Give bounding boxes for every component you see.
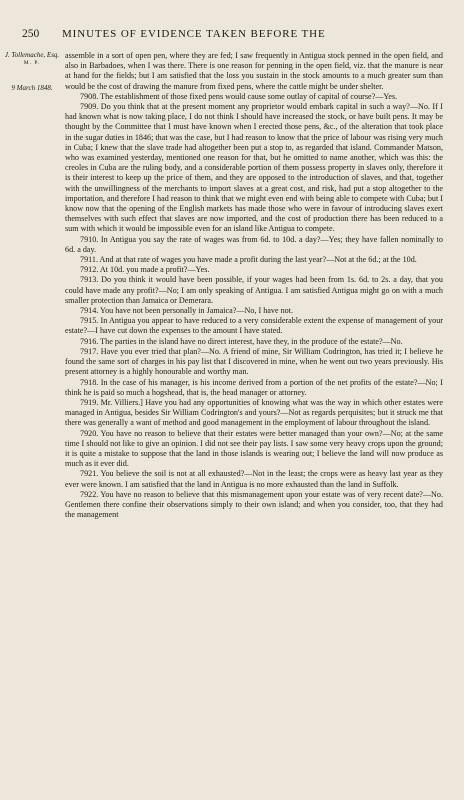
margin-note	[3, 51, 61, 92]
page-number: 250	[22, 28, 40, 40]
evidence-paragraph: 7918. In the case of his manager, is his income derived from a portion of the net profits of the estate?—No; I think he is paid so much a hogshead, that is, the head manager or attorney.	[65, 377, 443, 397]
evidence-paragraph: 7908. The establishment of those fixed pens would cause some outlay of capital of course?—Yes.	[80, 91, 398, 101]
evidence-paragraph: 7912. At 10d. you made a profit?—Yes.	[80, 265, 210, 275]
running-title: MINUTES OF EVIDENCE TAKEN BEFORE THE	[62, 28, 326, 40]
evidence-paragraph: 7920. You have no reason to believe that their estates were better managed than your own?—No; at the same time I should not like to give an opinion. I did not see their pay lists. I saw some very heavy crops upon the ground; it is quite a mistake to suppose that the land in those islands is wearing out; I believe the land will now produce as much as it ever did.	[65, 428, 443, 469]
evidence-paragraph: 7916. The parties in the island have no direct interest, have they, in the produce of the estate?—No.	[80, 336, 403, 346]
witness-suffix: M. P.	[23, 60, 41, 66]
evidence-paragraph: 7910. In Antigua you say the rate of wages was from 6d. to 10d. a day?—Yes; they have fallen nominally to 6d. a day.	[65, 234, 443, 254]
evidence-paragraph: 7915. In Antigua you appear to have reduced to a very considerable extent the expense of management of your estate?—I have cut down the expenses to the amount I have stated.	[65, 316, 443, 336]
evidence-paragraph: 7909. Do you think that at the present moment any proprietor would embark capital in such a way?—No. If I had known what is now taking place, I do not think I should have increased the stock, or have built pens. It may be thought by the Committee that I must have known when I erected those pens, &c., of the alteration that took place in the sugar duties in 1846; that was the case, but I had reason to know that the price of labour was rising very much in Cuba; I knew that the slave trade had altogether been put a stop to, as regarded that island. Commander Matson, who was examined yesterday, mentioned one reason for that, but he omitted to name another, which was this: the creoles in Cuba are the ruling body, and a considerable portion of them possess property in slaves only, therefore it is their interest to keep up the price of them, and they are opposed to the introduction of slaves, and that, together with the unwillingness of the merchants to import slaves at a great cost, and risk, had put a stop altogether to the importation, and therefore I had reason to think that we might even end with being able to compete with Cuba; but I know now that the opening of the English markets has made those who were in favour of introducing slaves exert themselves with such effect that slaves are now imported, and the cost of production there has been reduced to a sum with which it would be impossible even for an island like Antigua to compete.	[65, 102, 443, 234]
evidence-paragraph: assemble in a sort of open pen, where they are fed; I saw frequently in Antigua stock penned in the open field, and also in Barbadoes, when I was there. There is one reason for penning in the open field, viz. that the manure is near at hand for the fields; but I am satisfied that the loss you sustain in the stock amounts to a much greater sum than would be the cost of drawing the manure from fixed pens, where the cattle might be under shelter.	[65, 51, 443, 91]
evidence-paragraph: 7919. Mr. Villiers.] Have you had any opportunities of knowing what was the way in which other estates were managed in Antigua, besides Sir William Codrington's and yours?—Not as regards perquisites; but it struck me that there was generally a want of method and good management in the employment of labour throughout the island.	[65, 397, 443, 428]
evidence-text	[65, 51, 443, 797]
page-header	[0, 28, 464, 44]
evidence-paragraph: 7913. Do you think it would have been possible, if your wages had been from 1s. 6d. to 2s. a day, that you could have made any profit?—No; I am only speaking of Antigua. I am satisfied Antigua might go on with a much smaller protection than Jamaica or Demerara.	[65, 275, 443, 305]
evidence-paragraph: 7911. And at that rate of wages you have made a profit during the last year?—Not at the 6d.; at the 10d.	[80, 255, 417, 265]
examination-date: 9 March 1848.	[11, 84, 53, 92]
evidence-paragraph: 7921. You believe the soil is not at all exhausted?—Not in the least; the crops were as heavy last year as they ever were known. I am satisfied that the land in Antigua is no more exhausted than the land in Suffolk.	[65, 469, 443, 489]
evidence-paragraph: 7917. Have you ever tried that plan?—No. A friend of mine, Sir William Codrington, has tried it; I believe he found the same sort of charges in his pay list that I discovered in mine, when he went out two years previously. His present attorney is a highly honourable and worthy man.	[65, 346, 443, 377]
witness-name: J. Tollemache, Esq.	[4, 51, 60, 59]
evidence-paragraph: 7914. You have not been personally in Jamaica?—No, I have not.	[80, 306, 294, 316]
evidence-paragraph: 7922. You have no reason to believe that this mismanagement upon your estate was of very recent date?—No. Gentlemen there confine their observations simply to their own island; and when you consider, too, that they had the management	[65, 489, 443, 520]
